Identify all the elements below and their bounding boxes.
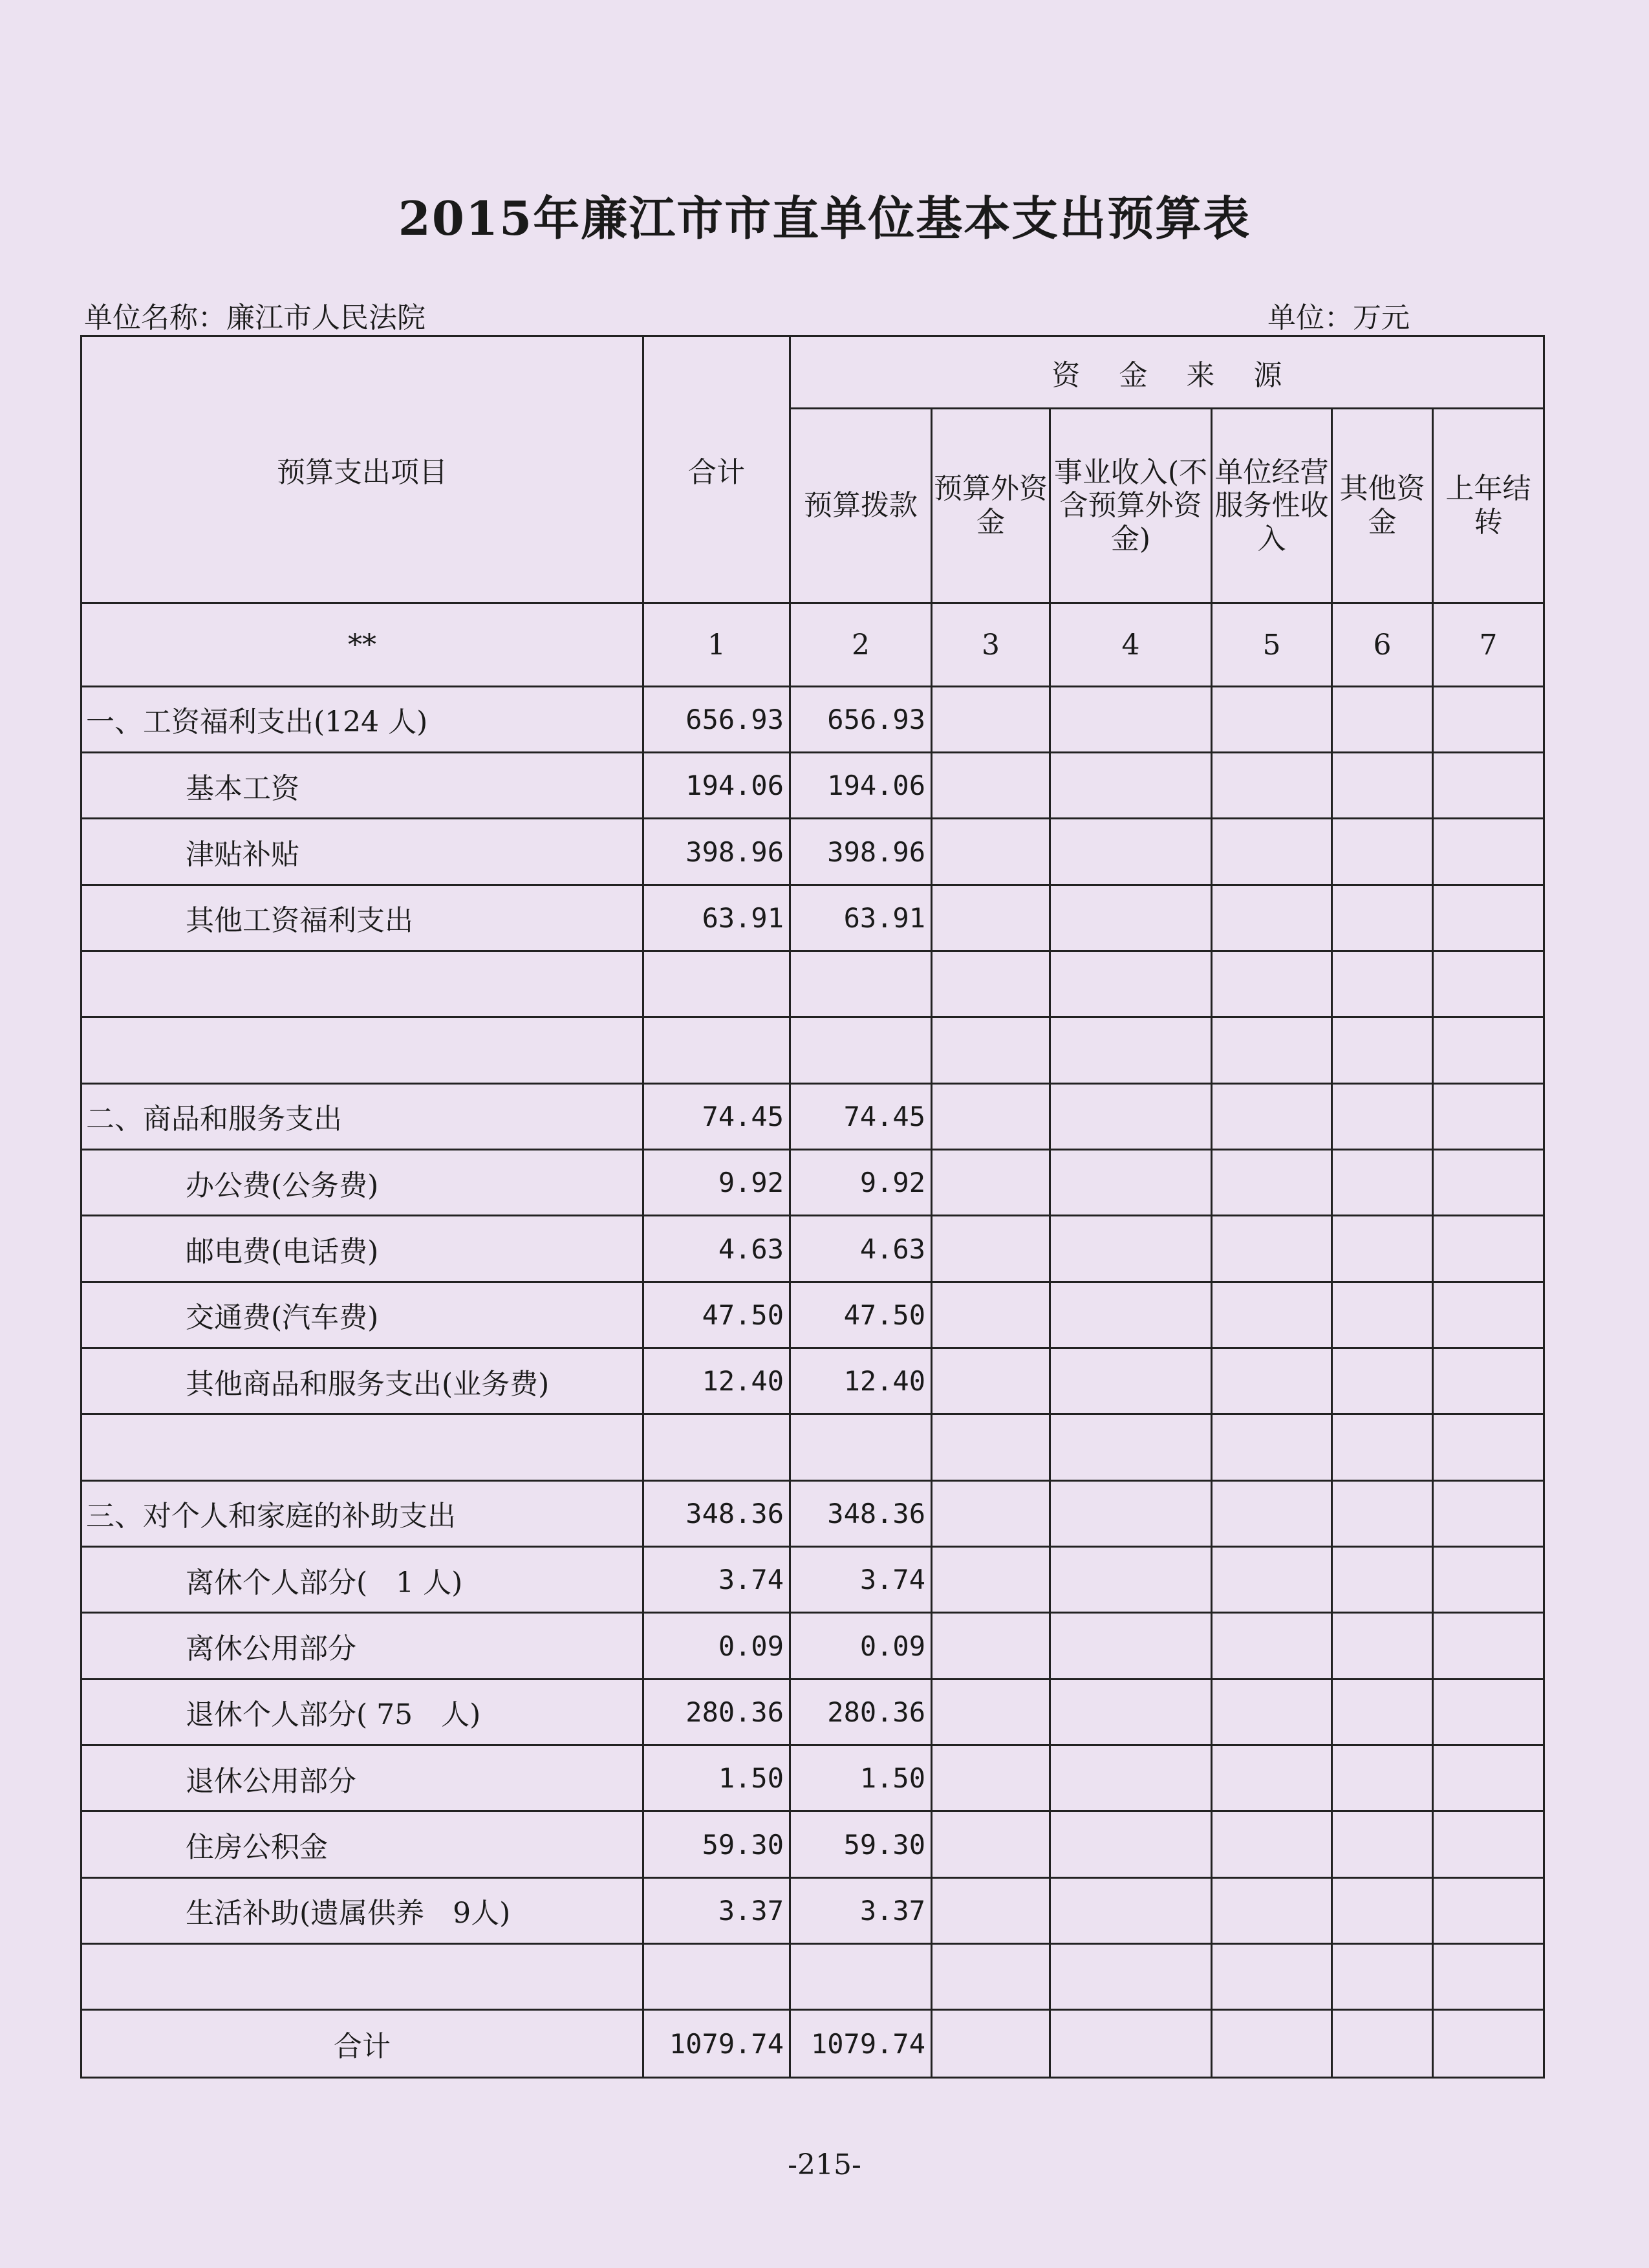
row-budget-allocation: 47.50: [790, 1282, 932, 1348]
empty-cell: [932, 1613, 1050, 1679]
empty-cell: [932, 1282, 1050, 1348]
row-total: 12.40: [643, 1348, 790, 1414]
row-label: [81, 1944, 643, 2010]
row-total: 63.91: [643, 885, 790, 951]
table-row: [81, 1679, 1544, 1745]
table-row: [81, 1547, 1544, 1613]
table-row: [81, 885, 1544, 951]
table-row: [81, 819, 1544, 885]
empty-cell: [1212, 1811, 1332, 1877]
empty-cell: [1050, 885, 1212, 951]
empty-cell: [1050, 1083, 1212, 1149]
row-budget-allocation: 1.50: [790, 1745, 932, 1811]
table-row: [81, 1877, 1544, 1943]
empty-cell: [932, 1944, 1050, 2010]
empty-cell: [1433, 885, 1544, 951]
empty-cell: [1050, 1017, 1212, 1083]
row-label: 津贴补贴: [81, 819, 643, 885]
empty-cell: [1212, 1944, 1332, 2010]
row-total: 656.93: [643, 686, 790, 752]
table-row: [81, 1017, 1544, 1083]
row-budget-allocation: 398.96: [790, 819, 932, 885]
empty-cell: [1212, 1414, 1332, 1480]
empty-cell: [1433, 1613, 1544, 1679]
row-label: 交通费(汽车费): [81, 1282, 643, 1348]
row-total: [643, 1944, 790, 2010]
empty-cell: [1433, 1944, 1544, 2010]
empty-cell: [1212, 1348, 1332, 1414]
header-col-budget-allocation: 预算拨款: [790, 409, 932, 603]
empty-cell: [1212, 1679, 1332, 1745]
empty-cell: [1332, 1547, 1433, 1613]
grand-total-budget: 1079.74: [790, 2010, 932, 2078]
row-budget-allocation: 63.91: [790, 885, 932, 951]
row-budget-allocation: 0.09: [790, 1613, 932, 1679]
empty-cell: [932, 1480, 1050, 1546]
empty-cell: [1212, 753, 1332, 819]
empty-cell: [1433, 1877, 1544, 1943]
empty-cell: [1332, 753, 1433, 819]
row-label: 生活补助(遗属供养 9人): [81, 1877, 643, 1943]
row-total: 398.96: [643, 819, 790, 885]
empty-cell: [1050, 753, 1212, 819]
row-total: 9.92: [643, 1150, 790, 1216]
empty-cell: [1050, 1150, 1212, 1216]
empty-cell: [932, 2010, 1050, 2078]
empty-cell: [1050, 1414, 1212, 1480]
empty-cell: [932, 1547, 1050, 1613]
row-total: 3.74: [643, 1547, 790, 1613]
empty-cell: [1050, 1547, 1212, 1613]
table-row: [81, 1348, 1544, 1414]
row-total: [643, 1017, 790, 1083]
empty-cell: [1332, 1083, 1433, 1149]
empty-cell: [1332, 686, 1433, 752]
row-budget-allocation: 348.36: [790, 1480, 932, 1546]
header-col-business-income: 事业收入(不含预算外资金): [1050, 409, 1212, 603]
empty-cell: [1433, 2010, 1544, 2078]
empty-cell: [1332, 1877, 1433, 1943]
empty-cell: [1433, 1679, 1544, 1745]
empty-cell: [1332, 885, 1433, 951]
empty-cell: [1433, 1745, 1544, 1811]
row-budget-allocation: 280.36: [790, 1679, 932, 1745]
empty-cell: [1332, 951, 1433, 1017]
empty-cell: [932, 951, 1050, 1017]
empty-cell: [932, 1811, 1050, 1877]
row-label: [81, 951, 643, 1017]
empty-cell: [1433, 1414, 1544, 1480]
index-cell: **: [81, 603, 643, 686]
empty-cell: [1050, 1216, 1212, 1282]
row-budget-allocation: 59.30: [790, 1811, 932, 1877]
table-row: [81, 753, 1544, 819]
row-label: 基本工资: [81, 753, 643, 819]
empty-cell: [1212, 1017, 1332, 1083]
empty-cell: [1212, 1877, 1332, 1943]
empty-cell: [1433, 1216, 1544, 1282]
empty-cell: [1332, 1282, 1433, 1348]
row-label: 退休个人部分( 75 人): [81, 1679, 643, 1745]
empty-cell: [1050, 1613, 1212, 1679]
row-budget-allocation: [790, 1017, 932, 1083]
page-title: 2015年廉江市市直单位基本支出预算表: [398, 191, 1251, 246]
empty-cell: [1332, 1017, 1433, 1083]
empty-cell: [932, 1216, 1050, 1282]
row-budget-allocation: 3.74: [790, 1547, 932, 1613]
empty-cell: [1332, 1944, 1433, 2010]
header-fund-source: 资金来源: [790, 336, 1544, 409]
empty-cell: [932, 1083, 1050, 1149]
empty-cell: [1433, 951, 1544, 1017]
empty-cell: [932, 686, 1050, 752]
row-budget-allocation: [790, 1944, 932, 2010]
row-budget-allocation: 656.93: [790, 686, 932, 752]
empty-cell: [1332, 819, 1433, 885]
empty-cell: [1050, 1348, 1212, 1414]
empty-cell: [932, 885, 1050, 951]
empty-cell: [1050, 1282, 1212, 1348]
empty-cell: [1050, 1944, 1212, 2010]
row-budget-allocation: 3.37: [790, 1877, 932, 1943]
empty-cell: [1050, 2010, 1212, 2078]
empty-cell: [1433, 819, 1544, 885]
empty-cell: [932, 1150, 1050, 1216]
row-label: 一、工资福利支出(124 人): [81, 686, 643, 752]
header-col-extra-budget: 预算外资金: [932, 409, 1050, 603]
row-budget-allocation: 12.40: [790, 1348, 932, 1414]
budget-table: [80, 335, 1545, 2079]
empty-cell: [932, 819, 1050, 885]
empty-cell: [1212, 951, 1332, 1017]
empty-cell: [1212, 1216, 1332, 1282]
table-row: [81, 1083, 1544, 1149]
index-cell: 6: [1332, 603, 1433, 686]
total-row: [81, 2010, 1544, 2078]
index-cell: 4: [1050, 603, 1212, 686]
table-row: [81, 1480, 1544, 1546]
empty-cell: [1332, 1679, 1433, 1745]
empty-cell: [1212, 1745, 1332, 1811]
empty-cell: [1050, 819, 1212, 885]
row-label: 离休公用部分: [81, 1613, 643, 1679]
row-label: [81, 1414, 643, 1480]
empty-cell: [1050, 1480, 1212, 1546]
row-label: 邮电费(电话费): [81, 1216, 643, 1282]
grand-total: 1079.74: [643, 2010, 790, 2078]
unit-name-label: 单位名称：廉江市人民法院: [84, 301, 426, 334]
empty-cell: [1332, 1414, 1433, 1480]
row-budget-allocation: 194.06: [790, 753, 932, 819]
empty-cell: [1433, 1083, 1544, 1149]
empty-cell: [1212, 2010, 1332, 2078]
empty-cell: [932, 1348, 1050, 1414]
row-budget-allocation: 4.63: [790, 1216, 932, 1282]
empty-cell: [1050, 951, 1212, 1017]
row-label: 离休个人部分( 1 人): [81, 1547, 643, 1613]
row-label: [81, 1017, 643, 1083]
empty-cell: [1212, 819, 1332, 885]
empty-cell: [1433, 1547, 1544, 1613]
header-item: 预算支出项目: [81, 336, 643, 603]
row-budget-allocation: 9.92: [790, 1150, 932, 1216]
empty-cell: [1212, 885, 1332, 951]
table-row: [81, 951, 1544, 1017]
empty-cell: [1050, 1811, 1212, 1877]
row-budget-allocation: [790, 951, 932, 1017]
index-cell: 5: [1212, 603, 1332, 686]
index-cell: 3: [932, 603, 1050, 686]
row-label: 其他商品和服务支出(业务费): [81, 1348, 643, 1414]
row-total: 74.45: [643, 1083, 790, 1149]
table-row: [81, 1745, 1544, 1811]
empty-cell: [1332, 2010, 1433, 2078]
row-total: 1.50: [643, 1745, 790, 1811]
row-total: 4.63: [643, 1216, 790, 1282]
header-col-other-funds: 其他资金: [1332, 409, 1433, 603]
row-label: 二、商品和服务支出: [81, 1083, 643, 1149]
row-total: 194.06: [643, 753, 790, 819]
empty-cell: [1212, 686, 1332, 752]
empty-cell: [932, 1745, 1050, 1811]
empty-cell: [932, 1877, 1050, 1943]
empty-cell: [1332, 1348, 1433, 1414]
empty-cell: [932, 753, 1050, 819]
table-row: [81, 1811, 1544, 1877]
empty-cell: [1433, 686, 1544, 752]
empty-cell: [1212, 1282, 1332, 1348]
empty-cell: [1212, 1613, 1332, 1679]
row-total: [643, 1414, 790, 1480]
header-col-carryover: 上年结转: [1433, 409, 1544, 603]
empty-cell: [1050, 1877, 1212, 1943]
row-total: 280.36: [643, 1679, 790, 1745]
table-row: [81, 1216, 1544, 1282]
table-row: [81, 1150, 1544, 1216]
index-cell: 1: [643, 603, 790, 686]
empty-cell: [1212, 1547, 1332, 1613]
total-label: 合计: [81, 2010, 643, 2078]
empty-cell: [1433, 1150, 1544, 1216]
empty-cell: [1332, 1150, 1433, 1216]
empty-cell: [932, 1679, 1050, 1745]
row-total: [643, 951, 790, 1017]
row-budget-allocation: 74.45: [790, 1083, 932, 1149]
unit-label: 单位：万元: [1267, 301, 1410, 334]
row-label: 办公费(公务费): [81, 1150, 643, 1216]
row-total: 59.30: [643, 1811, 790, 1877]
empty-cell: [932, 1414, 1050, 1480]
row-label: 三、对个人和家庭的补助支出: [81, 1480, 643, 1546]
page-number: -215-: [788, 2148, 861, 2181]
row-label: 住房公积金: [81, 1811, 643, 1877]
empty-cell: [1332, 1480, 1433, 1546]
empty-cell: [1212, 1083, 1332, 1149]
empty-cell: [1050, 686, 1212, 752]
empty-cell: [1050, 1745, 1212, 1811]
table-row: [81, 1944, 1544, 2010]
empty-cell: [1332, 1613, 1433, 1679]
empty-cell: [932, 1017, 1050, 1083]
empty-cell: [1212, 1480, 1332, 1546]
table-row: [81, 1282, 1544, 1348]
empty-cell: [1212, 1150, 1332, 1216]
row-label: 其他工资福利支出: [81, 885, 643, 951]
empty-cell: [1332, 1745, 1433, 1811]
row-total: 0.09: [643, 1613, 790, 1679]
empty-cell: [1433, 1811, 1544, 1877]
empty-cell: [1433, 1480, 1544, 1546]
empty-cell: [1332, 1216, 1433, 1282]
header-total: 合计: [643, 336, 790, 603]
table-row: [81, 686, 1544, 752]
empty-cell: [1332, 1811, 1433, 1877]
index-cell: 7: [1433, 603, 1544, 686]
index-cell: 2: [790, 603, 932, 686]
row-total: 47.50: [643, 1282, 790, 1348]
row-total: 348.36: [643, 1480, 790, 1546]
empty-cell: [1433, 1282, 1544, 1348]
empty-cell: [1433, 753, 1544, 819]
empty-cell: [1433, 1348, 1544, 1414]
table-row: [81, 1613, 1544, 1679]
empty-cell: [1050, 1679, 1212, 1745]
row-total: 3.37: [643, 1877, 790, 1943]
row-budget-allocation: [790, 1414, 932, 1480]
header-col-operating-income: 单位经营服务性收入: [1212, 409, 1332, 603]
index-row: [81, 603, 1544, 686]
table-row: [81, 1414, 1544, 1480]
row-label: 退休公用部分: [81, 1745, 643, 1811]
empty-cell: [1433, 1017, 1544, 1083]
